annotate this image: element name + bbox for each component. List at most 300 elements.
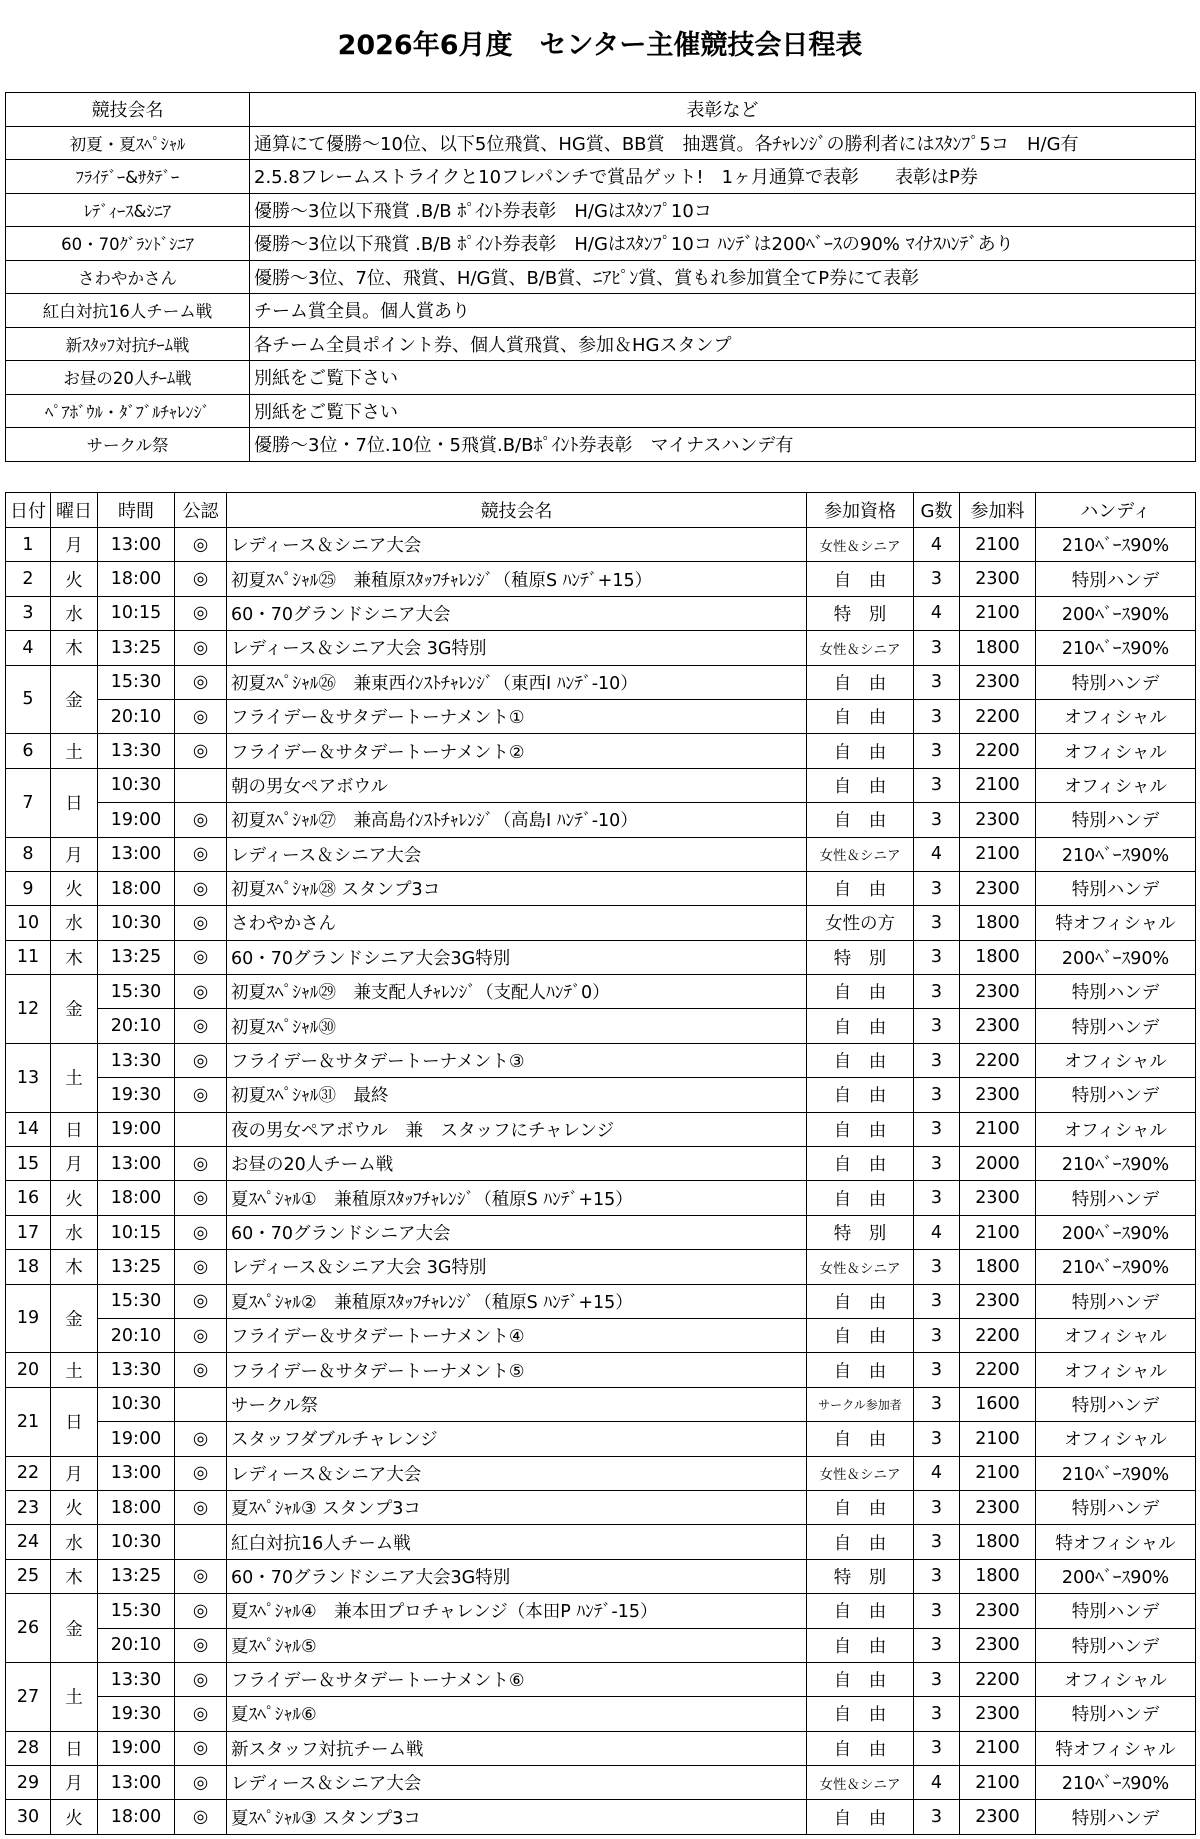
awards-row <box>6 327 1196 361</box>
weekday-cell: 日 <box>51 1387 98 1456</box>
cert-cell: ◎ <box>175 1594 227 1628</box>
qualification-cell: 自 由 <box>807 1181 914 1215</box>
award-event-name: さわやかさん <box>6 260 250 294</box>
table-row <box>6 562 1196 596</box>
table-row <box>6 1697 1196 1731</box>
day-cell: 9 <box>6 871 51 905</box>
time-cell: 13:25 <box>98 1559 175 1593</box>
header-cert: 公認 <box>175 493 227 528</box>
fee-cell: 1800 <box>960 1559 1036 1593</box>
award-event-name: ﾍﾟｱﾎﾞｳﾙ・ﾀﾞﾌﾞﾙﾁｬﾚﾝｼﾞ <box>6 394 250 428</box>
day-cell: 15 <box>6 1147 51 1181</box>
award-description: 別紙をご覧下さい <box>250 394 1196 428</box>
qualification-cell: 自 由 <box>807 1284 914 1318</box>
time-cell: 13:30 <box>98 1662 175 1696</box>
day-cell: 2 <box>6 562 51 596</box>
fee-cell: 2200 <box>960 699 1036 733</box>
cert-cell: ◎ <box>175 1559 227 1593</box>
cert-cell: ◎ <box>175 803 227 837</box>
day-cell: 24 <box>6 1525 51 1559</box>
time-cell: 15:30 <box>98 665 175 699</box>
handicap-cell: 特オフィシャル <box>1036 1731 1196 1765</box>
event-cell: さわやかさん <box>227 906 807 940</box>
handicap-cell: 200ﾍﾞｰｽ90% <box>1036 1559 1196 1593</box>
awards-row <box>6 428 1196 462</box>
event-cell: 紅白対抗16人チーム戦 <box>227 1525 807 1559</box>
event-cell: 初夏ｽﾍﾟｼｬﾙ㉗ 兼高島ｲﾝｽﾄﾁｬﾚﾝｼﾞ（高島I ﾊﾝﾃﾞ-10） <box>227 803 807 837</box>
table-row <box>6 1628 1196 1662</box>
qualification-cell: 自 由 <box>807 975 914 1009</box>
time-cell: 13:30 <box>98 1353 175 1387</box>
fee-cell: 1600 <box>960 1387 1036 1421</box>
time-cell: 20:10 <box>98 699 175 733</box>
qualification-cell: 自 由 <box>807 1490 914 1524</box>
fee-cell: 2100 <box>960 768 1036 802</box>
fee-cell: 2200 <box>960 1662 1036 1696</box>
day-cell: 3 <box>6 596 51 630</box>
event-cell: 夏ｽﾍﾟｼｬﾙ② 兼稙原ｽﾀｯﾌﾁｬﾚﾝｼﾞ（稙原S ﾊﾝﾃﾞ+15） <box>227 1284 807 1318</box>
handicap-cell: オフィシャル <box>1036 1662 1196 1696</box>
qualification-cell: 自 由 <box>807 1662 914 1696</box>
award-description: 優勝～3位、7位、飛賞、H/G賞、B/B賞、ﾆｱﾋﾟﾝ賞、賞もれ参加賞全てP券にて表彰 <box>250 260 1196 294</box>
cert-cell: ◎ <box>175 734 227 768</box>
games-cell: 3 <box>914 631 960 665</box>
fee-cell: 2300 <box>960 1009 1036 1043</box>
day-cell: 11 <box>6 940 51 974</box>
day-cell: 22 <box>6 1456 51 1490</box>
weekday-cell: 木 <box>51 1250 98 1284</box>
event-cell: 初夏ｽﾍﾟｼｬﾙ㉘ スタンプ3コ <box>227 871 807 905</box>
table-row <box>6 1662 1196 1696</box>
table-row <box>6 768 1196 802</box>
header-handi: ハンディ <box>1036 493 1196 528</box>
table-row <box>6 906 1196 940</box>
time-cell: 15:30 <box>98 1284 175 1318</box>
fee-cell: 2200 <box>960 1318 1036 1352</box>
time-cell: 18:00 <box>98 1800 175 1834</box>
fee-cell: 2100 <box>960 596 1036 630</box>
handicap-cell: 特別ハンデ <box>1036 1800 1196 1834</box>
day-cell: 16 <box>6 1181 51 1215</box>
cert-cell: ◎ <box>175 1181 227 1215</box>
handicap-cell: オフィシャル <box>1036 768 1196 802</box>
awards-row <box>6 394 1196 428</box>
qualification-cell: 自 由 <box>807 1628 914 1662</box>
games-cell: 3 <box>914 1422 960 1456</box>
event-cell: 朝の男女ペアボウル <box>227 768 807 802</box>
time-cell: 18:00 <box>98 1490 175 1524</box>
handicap-cell: 特別ハンデ <box>1036 1490 1196 1524</box>
award-description: 各チーム全員ポイント券、個人賞飛賞、参加＆HGスタンプ <box>250 327 1196 361</box>
cert-cell: ◎ <box>175 837 227 871</box>
header-fee: 参加料 <box>960 493 1036 528</box>
qualification-cell: 自 由 <box>807 803 914 837</box>
qualification-cell: 特 別 <box>807 1215 914 1249</box>
games-cell: 3 <box>914 871 960 905</box>
qualification-cell: 特 別 <box>807 596 914 630</box>
event-cell: レディース＆シニア大会 3G特別 <box>227 1250 807 1284</box>
qualification-cell: 自 由 <box>807 1009 914 1043</box>
qualification-cell: 自 由 <box>807 1147 914 1181</box>
handicap-cell: オフィシャル <box>1036 1043 1196 1077</box>
cert-cell: ◎ <box>175 1456 227 1490</box>
fee-cell: 2100 <box>960 528 1036 562</box>
games-cell: 3 <box>914 1181 960 1215</box>
games-cell: 3 <box>914 1490 960 1524</box>
table-row <box>6 1490 1196 1524</box>
handicap-cell: オフィシャル <box>1036 1318 1196 1352</box>
fee-cell: 2300 <box>960 1594 1036 1628</box>
event-cell: 60・70グランドシニア大会3G特別 <box>227 1559 807 1593</box>
games-cell: 3 <box>914 1009 960 1043</box>
award-event-name: 60・70ｸﾞﾗﾝﾄﾞｼﾆｱ <box>6 227 250 261</box>
time-cell: 20:10 <box>98 1009 175 1043</box>
cert-cell: ◎ <box>175 940 227 974</box>
header-qual: 参加資格 <box>807 493 914 528</box>
qualification-cell: 自 由 <box>807 1697 914 1731</box>
qualification-cell: 自 由 <box>807 562 914 596</box>
table-row <box>6 631 1196 665</box>
qualification-cell: 自 由 <box>807 768 914 802</box>
handicap-cell: 特別ハンデ <box>1036 1697 1196 1731</box>
award-description: 優勝～3位以下飛賞 .B/B ﾎﾟｲﾝﾄ券表彰 H/Gはｽﾀﾝﾌﾟ10コ <box>250 193 1196 227</box>
time-cell: 15:30 <box>98 975 175 1009</box>
cert-cell: ◎ <box>175 528 227 562</box>
day-cell: 17 <box>6 1215 51 1249</box>
event-cell: 夏ｽﾍﾟｼｬﾙ① 兼稙原ｽﾀｯﾌﾁｬﾚﾝｼﾞ（稙原S ﾊﾝﾃﾞ+15） <box>227 1181 807 1215</box>
table-row <box>6 528 1196 562</box>
games-cell: 3 <box>914 768 960 802</box>
event-cell: 初夏ｽﾍﾟｼｬﾙ㉚ <box>227 1009 807 1043</box>
table-row <box>6 1181 1196 1215</box>
day-cell: 5 <box>6 665 51 734</box>
cert-cell: ◎ <box>175 1490 227 1524</box>
time-cell: 13:00 <box>98 1147 175 1181</box>
event-cell: 新スタッフ対抗チーム戦 <box>227 1731 807 1765</box>
event-cell: レディース＆シニア大会 3G特別 <box>227 631 807 665</box>
header-event: 競技会名 <box>227 493 807 528</box>
table-row <box>6 1456 1196 1490</box>
games-cell: 4 <box>914 837 960 871</box>
time-cell: 19:30 <box>98 1078 175 1112</box>
weekday-cell: 土 <box>51 1353 98 1387</box>
games-cell: 4 <box>914 1456 960 1490</box>
time-cell: 13:30 <box>98 1043 175 1077</box>
table-row <box>6 1525 1196 1559</box>
table-row <box>6 665 1196 699</box>
day-cell: 27 <box>6 1662 51 1731</box>
handicap-cell: 特オフィシャル <box>1036 1525 1196 1559</box>
time-cell: 13:30 <box>98 734 175 768</box>
weekday-cell: 金 <box>51 1284 98 1353</box>
cert-cell <box>175 1387 227 1421</box>
games-cell: 3 <box>914 1594 960 1628</box>
fee-cell: 2300 <box>960 1800 1036 1834</box>
handicap-cell: 特別ハンデ <box>1036 871 1196 905</box>
time-cell: 13:00 <box>98 1456 175 1490</box>
qualification-cell: 自 由 <box>807 1525 914 1559</box>
weekday-cell: 火 <box>51 562 98 596</box>
cert-cell: ◎ <box>175 1009 227 1043</box>
awards-row <box>6 294 1196 328</box>
games-cell: 3 <box>914 1662 960 1696</box>
event-cell: 夏ｽﾍﾟｼｬﾙ④ 兼本田プロチャレンジ（本田P ﾊﾝﾃﾞ-15） <box>227 1594 807 1628</box>
weekday-cell: 火 <box>51 1490 98 1524</box>
cert-cell: ◎ <box>175 596 227 630</box>
table-row <box>6 837 1196 871</box>
handicap-cell: 特別ハンデ <box>1036 1594 1196 1628</box>
qualification-cell: 自 由 <box>807 734 914 768</box>
weekday-cell: 土 <box>51 1662 98 1731</box>
day-cell: 19 <box>6 1284 51 1353</box>
games-cell: 3 <box>914 1628 960 1662</box>
day-cell: 26 <box>6 1594 51 1663</box>
table-row <box>6 699 1196 733</box>
cert-cell: ◎ <box>175 1662 227 1696</box>
event-cell: 夏ｽﾍﾟｼｬﾙ③ スタンプ3コ <box>227 1800 807 1834</box>
qualification-cell: 自 由 <box>807 1594 914 1628</box>
weekday-cell: 水 <box>51 906 98 940</box>
time-cell: 13:00 <box>98 837 175 871</box>
day-cell: 18 <box>6 1250 51 1284</box>
table-row <box>6 734 1196 768</box>
event-cell: サークル祭 <box>227 1387 807 1421</box>
time-cell: 19:00 <box>98 1112 175 1146</box>
weekday-cell: 月 <box>51 528 98 562</box>
handicap-cell: 特別ハンデ <box>1036 1078 1196 1112</box>
time-cell: 13:00 <box>98 528 175 562</box>
day-cell: 13 <box>6 1043 51 1112</box>
event-cell: レディース＆シニア大会 <box>227 1456 807 1490</box>
games-cell: 3 <box>914 1353 960 1387</box>
cert-cell: ◎ <box>175 1043 227 1077</box>
handicap-cell: 特別ハンデ <box>1036 1181 1196 1215</box>
qualification-cell: 女性＆シニア <box>807 837 914 871</box>
fee-cell: 2100 <box>960 1456 1036 1490</box>
awards-header-name: 競技会名 <box>6 93 250 127</box>
cert-cell: ◎ <box>175 631 227 665</box>
handicap-cell: 特別ハンデ <box>1036 1009 1196 1043</box>
handicap-cell: オフィシャル <box>1036 1112 1196 1146</box>
qualification-cell: 自 由 <box>807 1353 914 1387</box>
table-row <box>6 1559 1196 1593</box>
awards-row <box>6 361 1196 395</box>
schedule-table <box>5 492 1196 1835</box>
qualification-cell: 女性の方 <box>807 906 914 940</box>
event-cell: フライデー＆サタデートーナメント② <box>227 734 807 768</box>
fee-cell: 2100 <box>960 1731 1036 1765</box>
time-cell: 15:30 <box>98 1594 175 1628</box>
games-cell: 3 <box>914 562 960 596</box>
fee-cell: 1800 <box>960 1250 1036 1284</box>
qualification-cell: 自 由 <box>807 1078 914 1112</box>
qualification-cell: 自 由 <box>807 699 914 733</box>
games-cell: 4 <box>914 1215 960 1249</box>
time-cell: 13:25 <box>98 940 175 974</box>
cert-cell: ◎ <box>175 1766 227 1800</box>
fee-cell: 2100 <box>960 1215 1036 1249</box>
fee-cell: 2300 <box>960 562 1036 596</box>
games-cell: 3 <box>914 1731 960 1765</box>
time-cell: 18:00 <box>98 1181 175 1215</box>
header-time: 時間 <box>98 493 175 528</box>
handicap-cell: 特オフィシャル <box>1036 906 1196 940</box>
weekday-cell: 火 <box>51 1800 98 1834</box>
handicap-cell: オフィシャル <box>1036 734 1196 768</box>
cert-cell: ◎ <box>175 1250 227 1284</box>
cert-cell <box>175 768 227 802</box>
fee-cell: 2300 <box>960 1628 1036 1662</box>
cert-cell <box>175 1525 227 1559</box>
games-cell: 3 <box>914 1697 960 1731</box>
day-cell: 12 <box>6 975 51 1044</box>
games-cell: 4 <box>914 596 960 630</box>
event-cell: 初夏ｽﾍﾟｼｬﾙ㉛ 最終 <box>227 1078 807 1112</box>
cert-cell: ◎ <box>175 1800 227 1834</box>
handicap-cell: 200ﾍﾞｰｽ90% <box>1036 940 1196 974</box>
time-cell: 19:30 <box>98 1697 175 1731</box>
qualification-cell: 特 別 <box>807 940 914 974</box>
table-row <box>6 871 1196 905</box>
cert-cell: ◎ <box>175 906 227 940</box>
weekday-cell: 水 <box>51 1525 98 1559</box>
qualification-cell: 女性＆シニア <box>807 1766 914 1800</box>
table-row <box>6 1353 1196 1387</box>
fee-cell: 1800 <box>960 1525 1036 1559</box>
qualification-cell: 女性＆シニア <box>807 1250 914 1284</box>
day-cell: 7 <box>6 768 51 837</box>
weekday-cell: 月 <box>51 1147 98 1181</box>
weekday-cell: 金 <box>51 975 98 1044</box>
fee-cell: 1800 <box>960 631 1036 665</box>
handicap-cell: 210ﾍﾞｰｽ90% <box>1036 1147 1196 1181</box>
award-event-name: 初夏・夏ｽﾍﾟｼｬﾙ <box>6 126 250 160</box>
time-cell: 20:10 <box>98 1628 175 1662</box>
handicap-cell: 210ﾍﾞｰｽ90% <box>1036 631 1196 665</box>
fee-cell: 2300 <box>960 1181 1036 1215</box>
award-event-name: ﾚﾃﾞｨｰｽ&ｼﾆｱ <box>6 193 250 227</box>
day-cell: 6 <box>6 734 51 768</box>
award-event-name: お昼の20人ﾁｰﾑ戦 <box>6 361 250 395</box>
time-cell: 19:00 <box>98 1731 175 1765</box>
games-cell: 3 <box>914 1284 960 1318</box>
qualification-cell: 自 由 <box>807 1731 914 1765</box>
qualification-cell: 特 別 <box>807 1559 914 1593</box>
qualification-cell: 自 由 <box>807 1422 914 1456</box>
cert-cell: ◎ <box>175 1628 227 1662</box>
handicap-cell: 210ﾍﾞｰｽ90% <box>1036 837 1196 871</box>
day-cell: 29 <box>6 1766 51 1800</box>
games-cell: 3 <box>914 906 960 940</box>
day-cell: 4 <box>6 631 51 665</box>
handicap-cell: 特別ハンデ <box>1036 665 1196 699</box>
header-games: G数 <box>914 493 960 528</box>
handicap-cell: 特別ハンデ <box>1036 1387 1196 1421</box>
table-row <box>6 1215 1196 1249</box>
header-dow: 曜日 <box>51 493 98 528</box>
day-cell: 1 <box>6 528 51 562</box>
awards-row <box>6 260 1196 294</box>
handicap-cell: 特別ハンデ <box>1036 975 1196 1009</box>
day-cell: 8 <box>6 837 51 871</box>
weekday-cell: 木 <box>51 1559 98 1593</box>
award-event-name: ﾌﾗｲﾃﾞｰ&ｻﾀﾃﾞｰ <box>6 160 250 194</box>
fee-cell: 2200 <box>960 734 1036 768</box>
cert-cell: ◎ <box>175 562 227 596</box>
qualification-cell: 自 由 <box>807 665 914 699</box>
day-cell: 10 <box>6 906 51 940</box>
table-row <box>6 1043 1196 1077</box>
games-cell: 3 <box>914 699 960 733</box>
handicap-cell: 210ﾍﾞｰｽ90% <box>1036 1456 1196 1490</box>
handicap-cell: 特別ハンデ <box>1036 562 1196 596</box>
table-row <box>6 1284 1196 1318</box>
cert-cell: ◎ <box>175 1078 227 1112</box>
day-cell: 14 <box>6 1112 51 1146</box>
day-cell: 30 <box>6 1800 51 1834</box>
cert-cell <box>175 1112 227 1146</box>
time-cell: 18:00 <box>98 871 175 905</box>
handicap-cell: 特別ハンデ <box>1036 1284 1196 1318</box>
award-event-name: 新ｽﾀｯﾌ対抗ﾁｰﾑ戦 <box>6 327 250 361</box>
cert-cell: ◎ <box>175 1147 227 1181</box>
weekday-cell: 月 <box>51 837 98 871</box>
table-row <box>6 975 1196 1009</box>
award-event-name: 紅白対抗16人チーム戦 <box>6 294 250 328</box>
table-row <box>6 1009 1196 1043</box>
cert-cell: ◎ <box>175 665 227 699</box>
weekday-cell: 火 <box>51 871 98 905</box>
fee-cell: 2300 <box>960 1490 1036 1524</box>
table-row <box>6 1800 1196 1834</box>
time-cell: 10:15 <box>98 596 175 630</box>
games-cell: 3 <box>914 1112 960 1146</box>
event-cell: レディース＆シニア大会 <box>227 528 807 562</box>
cert-cell: ◎ <box>175 1318 227 1352</box>
event-cell: 夏ｽﾍﾟｼｬﾙ③ スタンプ3コ <box>227 1490 807 1524</box>
time-cell: 18:00 <box>98 562 175 596</box>
weekday-cell: 月 <box>51 1766 98 1800</box>
games-cell: 3 <box>914 1559 960 1593</box>
time-cell: 10:30 <box>98 1387 175 1421</box>
fee-cell: 2200 <box>960 1353 1036 1387</box>
header-day: 日付 <box>6 493 51 528</box>
cert-cell: ◎ <box>175 975 227 1009</box>
games-cell: 3 <box>914 1147 960 1181</box>
cert-cell: ◎ <box>175 1422 227 1456</box>
time-cell: 13:25 <box>98 631 175 665</box>
award-description: 2.5.8フレームストライクと10フレパンチで賞品ゲット! 1ヶ月通算で表彰 表彰はP券 <box>250 160 1196 194</box>
fee-cell: 2100 <box>960 837 1036 871</box>
cert-cell: ◎ <box>175 1215 227 1249</box>
fee-cell: 1800 <box>960 940 1036 974</box>
awards-row <box>6 126 1196 160</box>
cert-cell: ◎ <box>175 1731 227 1765</box>
time-cell: 20:10 <box>98 1318 175 1352</box>
handicap-cell: 210ﾍﾞｰｽ90% <box>1036 528 1196 562</box>
awards-header-desc: 表彰など <box>250 93 1196 127</box>
fee-cell: 2300 <box>960 975 1036 1009</box>
day-cell: 23 <box>6 1490 51 1524</box>
fee-cell: 2300 <box>960 803 1036 837</box>
games-cell: 4 <box>914 1766 960 1800</box>
games-cell: 3 <box>914 734 960 768</box>
weekday-cell: 木 <box>51 631 98 665</box>
table-row <box>6 1387 1196 1421</box>
event-cell: 初夏ｽﾍﾟｼｬﾙ㉕ 兼稙原ｽﾀｯﾌﾁｬﾚﾝｼﾞ（稙原S ﾊﾝﾃﾞ+15） <box>227 562 807 596</box>
table-row <box>6 1731 1196 1765</box>
time-cell: 10:30 <box>98 1525 175 1559</box>
